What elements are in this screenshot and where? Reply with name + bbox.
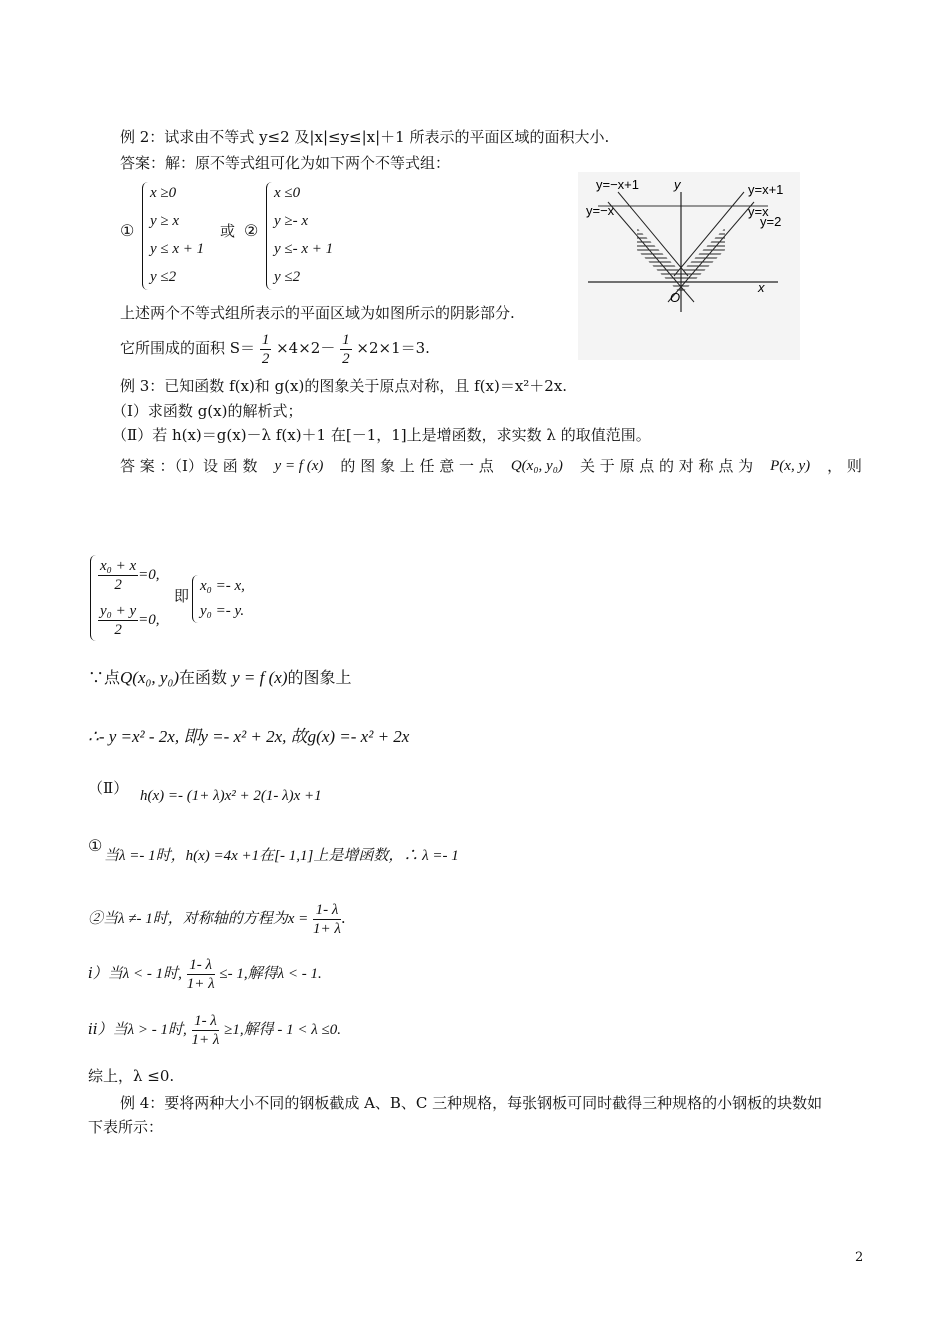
- or-text: 或: [220, 222, 236, 240]
- ex2-line2: 答案：解：原不等式组可化为如下两个不等式组：: [120, 154, 451, 172]
- ans-f: y = f (x): [274, 458, 324, 474]
- region-figure: [578, 172, 800, 360]
- part2-label: （Ⅱ）: [88, 779, 129, 797]
- ans-b: 的 图 象 上 任 意 一 点: [340, 457, 494, 475]
- label-y-x-plus1: y=x+1: [748, 182, 784, 197]
- res-row2: y₀ =- y.: [200, 603, 245, 619]
- sys1-row1: x ≥0: [150, 185, 177, 201]
- midpoint-brace: [90, 555, 97, 641]
- area-mid2: ×2×1＝3.: [356, 339, 430, 357]
- subcase1-b: ≤- 1,解得λ < - 1.: [219, 966, 322, 982]
- subcase2-b: ≥1,解得 - 1 < λ ≤0.: [224, 1022, 341, 1038]
- summary-line: 综上，λ ≤0.: [88, 1067, 175, 1085]
- label-y-2: y=2: [760, 214, 782, 229]
- therefore-line: ∴- y =x² - 2x, 即y =- x² + 2x, 故g(x) =- x² + 2x: [88, 727, 410, 746]
- case1-label: ①: [88, 836, 103, 855]
- res-row1: x₀ =- x,: [200, 578, 245, 594]
- subcase2-fraction: $\frac{1- \lambda}{1+ \lambda}$: [191, 1012, 220, 1048]
- label-y-neg-x-plus1: y=−x+1: [596, 177, 640, 192]
- sys2-row3: y ≤- x + 1: [274, 241, 334, 257]
- ex2-line3: 上述两个不等式组所表示的平面区域为如图所示的阴影部分.: [120, 304, 515, 322]
- sys1-row3: y ≤ x + 1: [150, 241, 205, 257]
- subcase1-fraction: $\frac{1- \lambda}{1+ \lambda}$: [186, 956, 215, 992]
- half-fraction: $\frac{1}{2}$: [261, 331, 270, 367]
- because-b: 在函数: [179, 668, 228, 687]
- page-number: 2: [855, 1250, 864, 1265]
- ans-a: 答 案 ：（Ⅰ）设 函 数: [120, 457, 258, 475]
- because-q: Q(x₀, y₀): [120, 668, 180, 687]
- mid1-tail: =0,: [138, 567, 160, 583]
- case1-text: 当λ =- 1时，h(x) =4x +1在[- 1,1]上是增函数，∴ λ =- 1: [104, 848, 459, 864]
- case2-line: [88, 898, 346, 939]
- sys1-row2: y ≥ x: [150, 213, 180, 229]
- mid1-fraction: $\frac{\text{x₀ + x}}{2}$: [100, 557, 137, 593]
- ex3-line1: 例 3：已知函数 f(x)和 g(x)的图象关于原点对称，且 f(x)＝x²＋2x.: [120, 377, 568, 395]
- subcase1-line: [88, 953, 322, 994]
- case2-b: .: [340, 909, 346, 927]
- ex4-line2: 下表所示：: [88, 1118, 164, 1136]
- subcase2-a: ⅱ）当λ > - 1时,: [88, 1022, 187, 1038]
- sys1-row4: y ≤2: [150, 269, 177, 285]
- system2-label: ②: [244, 221, 259, 240]
- mid2-tail: =0,: [138, 612, 160, 628]
- area-formula: [120, 328, 430, 368]
- mid2-fraction: $\frac{\text{y₀ + y}}{2}$: [100, 602, 137, 638]
- ex3-line2: （Ⅰ）求函数 g(x)的解析式；: [112, 402, 303, 420]
- part2-expr: h(x) =- (1+ λ)x² + 2(1- λ)x +1: [140, 788, 322, 804]
- subcase2-line: [88, 1009, 341, 1050]
- half-fraction-2: $\frac{1}{2}$: [342, 331, 350, 367]
- label-x-axis: x: [758, 280, 765, 295]
- sys2-row4: y ≤2: [274, 269, 301, 285]
- ex3-answer-line: [120, 456, 862, 476]
- label-y-axis: y: [674, 177, 681, 192]
- case2-fraction: $\frac{1- \lambda}{1+ \lambda}$: [313, 901, 341, 937]
- sys2-row1: x ≤0: [274, 185, 301, 201]
- ex2-line1: 例 2：试求由不等式 y≤2 及|x|≤y≤|x|＋1 所表示的平面区域的面积大小.: [120, 128, 610, 146]
- sys2-row2: y ≥- x: [274, 213, 309, 229]
- because-line: [88, 668, 352, 688]
- case2-a: ②当λ ≠- 1时，对称轴的方程为x =: [88, 911, 309, 927]
- ex4-line1: 例 4：要将两种大小不同的钢板截成 A、B、C 三种规格，每张钢板可同时截得三种规格的小钢板的块数如: [120, 1094, 823, 1112]
- ji-text: 即: [174, 587, 190, 605]
- because-f: y = f (x): [232, 668, 288, 687]
- ans-d: ， 则: [827, 457, 862, 475]
- system1-brace: [142, 182, 149, 290]
- ex3-line3: （Ⅱ）若 h(x)＝g(x)－λ f(x)＋1 在[－1，1]上是增函数，求实数 λ 的取值范围。: [112, 426, 651, 444]
- system2-brace: [266, 182, 273, 290]
- ans-c: 关 于 原 点 的 对 称 点 为: [579, 457, 754, 475]
- label-origin: O: [670, 290, 681, 305]
- because-a: ∵点: [88, 668, 121, 687]
- area-mid1: ×4×2－: [276, 339, 336, 357]
- mid-row1: [98, 555, 160, 594]
- ans-q: Q(x₀, y₀): [510, 458, 563, 474]
- system1-label: ①: [120, 221, 135, 240]
- ans-p: P(x, y): [770, 458, 811, 474]
- subcase1-a: ⅰ）当λ < - 1时,: [88, 966, 182, 982]
- mid-row2: [98, 600, 160, 639]
- because-c: 的图象上: [287, 668, 352, 687]
- label-y-x: y=x: [748, 204, 769, 219]
- result-brace: [192, 575, 199, 623]
- area-prefix: 它所围成的面积 S＝: [120, 339, 256, 357]
- label-y-neg-x: y=−x: [586, 203, 615, 218]
